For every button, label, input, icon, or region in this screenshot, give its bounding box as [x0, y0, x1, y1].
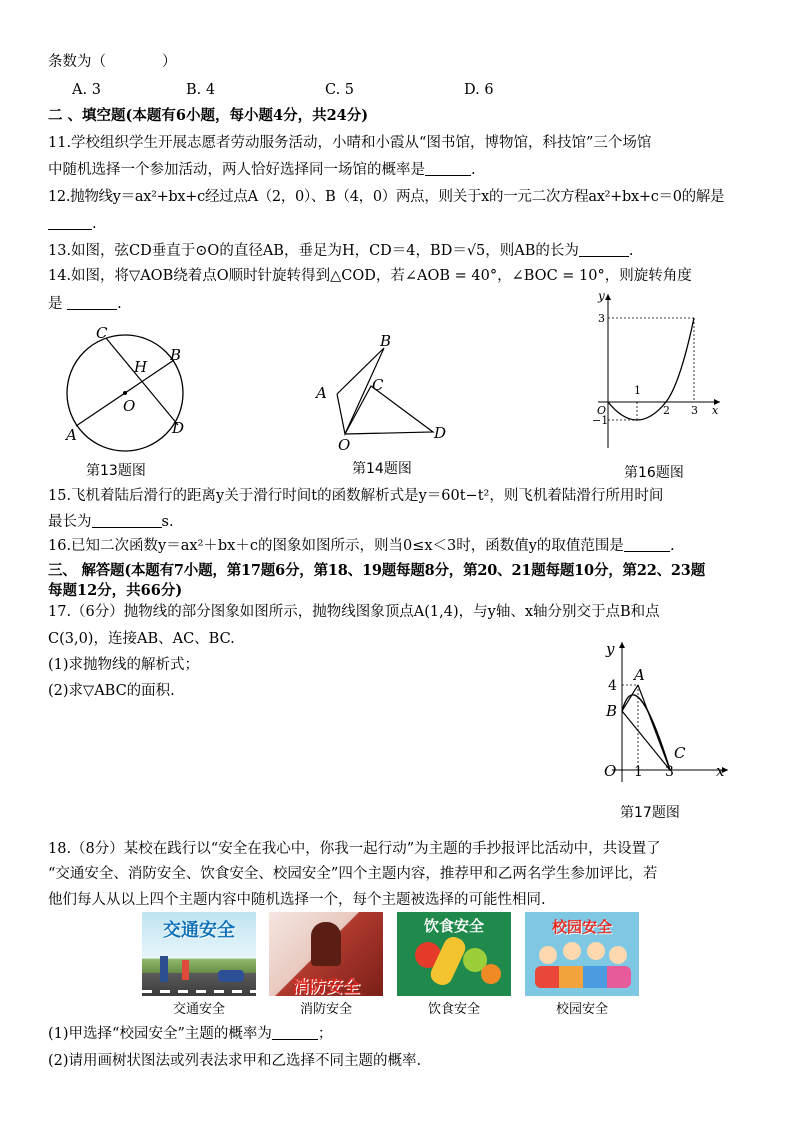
- segment-bc: [622, 711, 670, 770]
- label-y: y: [598, 289, 605, 303]
- q15-line1: 15.飞机着陆后滑行的距离y关于滑行时间t的函数解析式是y＝60t−t²，则飞机着陆滑行所用时间: [48, 488, 664, 504]
- q18-part1: (1)甲选择“校园安全”主题的概率为 ；: [48, 1026, 333, 1042]
- q17-part2: (2)求▽ABC的面积.: [48, 683, 175, 699]
- q14-line1: 14.如图，将▽AOB绕着点O顺时针旋转得到△COD，若∠AOB = 40°，∠BOC = 10°，则旋转角度: [48, 268, 692, 284]
- road-markings: [142, 990, 256, 993]
- label-2-x: 2: [663, 404, 670, 417]
- label-c: C: [372, 376, 384, 394]
- label-b: B: [380, 334, 392, 350]
- label-a: A: [316, 384, 327, 402]
- kids-bodies: [535, 966, 631, 988]
- label-minus1: −1: [592, 414, 609, 427]
- section-3-heading-line1: 三、 解答题(本题有7小题，第17题6分，第18、19题每题8分，第20、21题每题10分，第22、23题: [48, 562, 705, 579]
- label-o: O: [597, 404, 607, 417]
- q18-line3: 他们每人从以上四个主题内容中随机选择一个，每个主题被选择的可能性相同.: [48, 892, 546, 908]
- poster-food-safety: [397, 912, 511, 996]
- q17-line2: C(3,0)，连接AB、AC、BC.: [48, 631, 235, 647]
- label-b: B: [170, 346, 182, 364]
- figure-person: [160, 956, 168, 982]
- car-shape: [218, 970, 244, 982]
- q15-line2: 最长为 s.: [48, 514, 174, 530]
- poster-traffic-title: 交通安全: [163, 920, 235, 941]
- poster-traffic-safety: [142, 912, 256, 996]
- label-o: O: [338, 436, 351, 454]
- q11-answer-blank[interactable]: [425, 161, 471, 176]
- kid-head-1: [539, 946, 557, 964]
- poster-fire-title: 消防安全: [292, 977, 360, 996]
- tile-caption-traffic: 交通安全: [172, 1002, 225, 1017]
- q18-part2: (2)请用画树状图法或列表法求甲和乙选择不同主题的概率.: [48, 1053, 422, 1069]
- figure-13-caption: 第13题图: [86, 463, 146, 479]
- label-y: y: [606, 640, 615, 658]
- q11-line2: 中随机选择一个参加活动，两人恰好选择同一场馆的概率是 .: [48, 162, 476, 178]
- q11-line1: 11.学校组织学生开展志愿者劳动服务活动，小晴和小霞从“图书馆，博物馆，科技馆”三个场馆: [48, 135, 652, 151]
- segment-ac: [638, 685, 670, 770]
- section-2-heading: 二 、填空题(本题有6小题，每小题4分，共24分): [48, 107, 369, 124]
- label-o: O: [604, 762, 617, 780]
- center-point: [123, 391, 127, 395]
- label-c: C: [674, 744, 686, 762]
- label-d: D: [172, 419, 185, 437]
- q10-option-d: D. 6: [464, 82, 494, 98]
- label-x: x: [716, 762, 725, 780]
- q10-tail: 条数为（ ）: [48, 54, 177, 70]
- poster-campus-title: 校园安全: [551, 918, 612, 936]
- triangle-cod: [345, 386, 433, 434]
- label-3-x: 3: [691, 404, 698, 417]
- q17-part1: (1)求抛物线的解析式；: [48, 657, 200, 673]
- kid-head-2: [563, 942, 581, 960]
- q18-answer-blank[interactable]: [272, 1025, 318, 1040]
- figure-17-graph: [598, 634, 738, 784]
- figure-17-caption: 第17题图: [620, 805, 680, 821]
- figure-13-circle: [56, 318, 196, 458]
- label-a: A: [66, 426, 77, 444]
- y-axis-arrow: [605, 294, 611, 300]
- figure-child: [182, 960, 189, 980]
- segment-ab: [622, 685, 638, 711]
- label-d: D: [434, 424, 447, 442]
- q12-line1: 12.抛物线y＝ax²+bx+c经过点A（2，0）、B（4，0）两点，则关于x的一元二次方程ax²+bx+c＝0的解是: [48, 189, 725, 205]
- q18-line2: “交通安全、消防安全、饮食安全、校园安全”四个主题内容，推荐甲和乙两名学生参加评比，若: [48, 866, 658, 882]
- q16-text: 16.已知二次函数y＝ax²＋bx＋c的图象如图所示，则当0≤x＜3时，函数值y的取值范围是 .: [48, 538, 675, 554]
- label-1-x: 1: [634, 384, 641, 397]
- kid-head-3: [587, 942, 605, 960]
- label-1: 1: [634, 764, 643, 780]
- q17-line1: 17.（6分）抛物线的部分图象如图所示，抛物线图象顶点A(1,4)，与y轴、x轴分别交于点B和点: [48, 604, 660, 620]
- label-c: C: [96, 324, 108, 342]
- label-o: O: [123, 397, 136, 415]
- y-axis-arrow: [619, 642, 625, 648]
- figure-14-caption: 第14题图: [352, 461, 412, 477]
- q10-option-c: C. 5: [325, 82, 355, 98]
- q16-answer-blank[interactable]: [624, 537, 670, 552]
- q18-line1: 18.（8分）某校在践行以“安全在我心中，你我一起行动”为主题的手抄报评比活动中，共设置了: [48, 841, 661, 857]
- label-4: 4: [608, 678, 617, 694]
- figure-16-caption: 第16题图: [624, 465, 684, 481]
- figure-14-triangles: [308, 334, 458, 454]
- label-h: H: [134, 358, 148, 376]
- q15-answer-blank[interactable]: [92, 513, 162, 528]
- q14-answer-blank[interactable]: [67, 295, 117, 310]
- q10-option-a: A. 3: [72, 82, 101, 98]
- section-3-heading-line2: 每题12分，共66分): [48, 582, 183, 599]
- label-3-y: 3: [598, 312, 605, 325]
- q12-answer-blank[interactable]: [48, 215, 92, 230]
- label-3: 3: [665, 764, 674, 780]
- tile-caption-food: 饮食安全: [427, 1002, 480, 1017]
- q14-line2: 是 .: [48, 296, 122, 312]
- label-b: B: [606, 702, 618, 720]
- tile-caption-fire: 消防安全: [299, 1002, 352, 1017]
- tile-caption-campus: 校园安全: [555, 1002, 608, 1017]
- poster-fire-safety: [269, 912, 383, 996]
- figure-16-graph: [588, 288, 728, 458]
- q13-answer-blank[interactable]: [579, 242, 629, 257]
- figure-firefighter: [311, 922, 341, 966]
- kid-head-4: [609, 946, 627, 964]
- q13-text: 13.如图，弦CD垂直于⊙O的直径AB，垂足为H，CD＝4，BD＝√5，则AB的长为 .: [48, 243, 634, 259]
- q12-line2: .: [48, 214, 97, 234]
- poster-food-title: 饮食安全: [423, 917, 484, 935]
- label-x: x: [712, 404, 719, 417]
- parabola-curve: [608, 318, 694, 420]
- poster-campus-safety: [525, 912, 639, 996]
- orange-shape: [481, 964, 501, 984]
- label-a: A: [634, 666, 645, 684]
- q10-option-b: B. 4: [186, 82, 216, 98]
